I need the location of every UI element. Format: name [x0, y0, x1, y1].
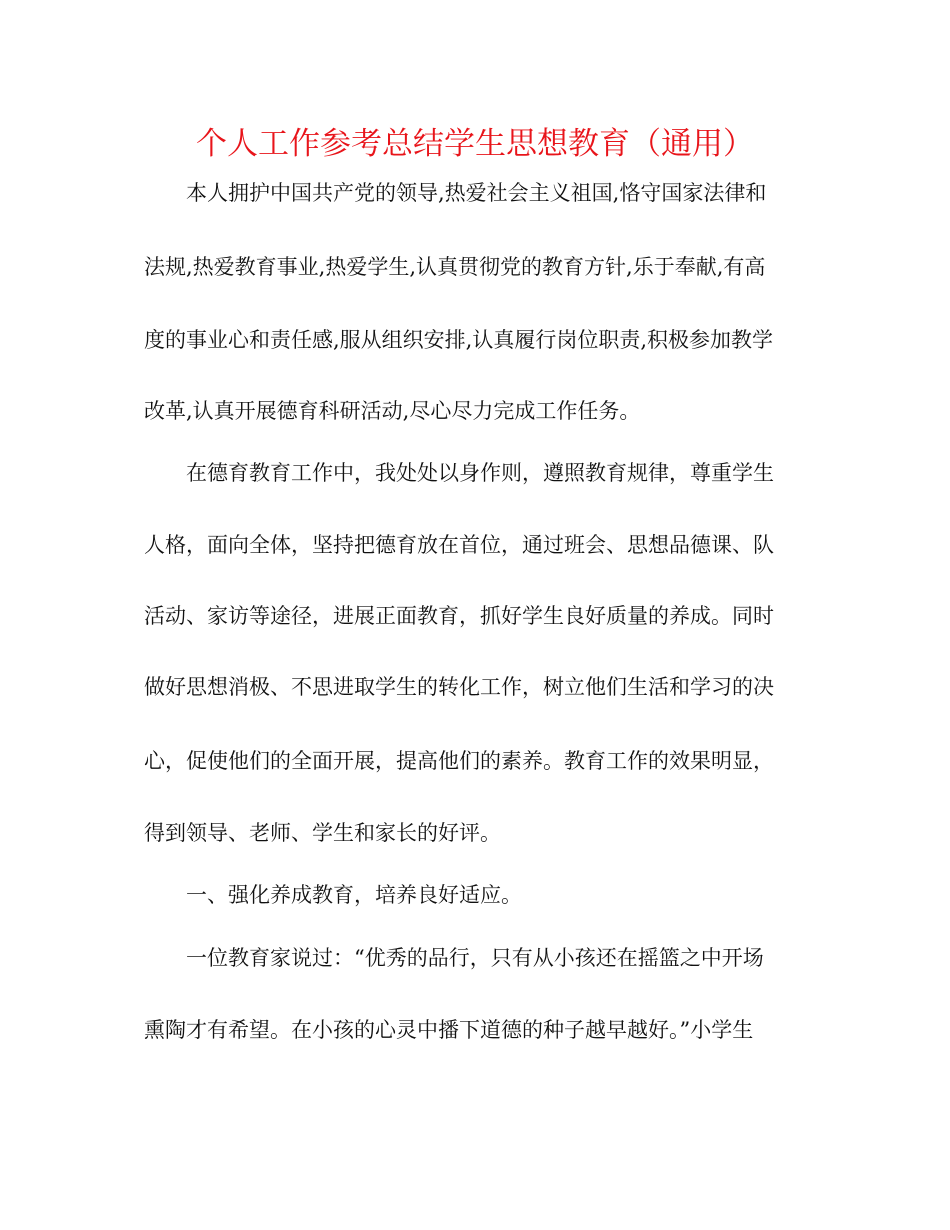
section-heading: 一、强化养成教育，培养良好适应。 — [186, 883, 522, 907]
paragraph-line: 得到领导、老师、学生和家长的好评。 — [144, 821, 501, 845]
paragraph-line: 心，促使他们的全面开展，提高他们的素养。教育工作的效果明显， — [144, 749, 774, 773]
paragraph-line: 一位教育家说过：“优秀的品行，只有从小孩还在摇篮之中开场 — [186, 946, 764, 970]
paragraph-line: 活动、家访等途径，进展正面教育，抓好学生良好质量的养成。同时 — [144, 604, 774, 628]
paragraph-line: 度的事业心和责任感,服从组织安排,认真履行岗位职责,积极参加教学 — [144, 328, 774, 352]
paragraph-line: 在德育教育工作中，我处处以身作则，遵照教育规律，尊重学生 — [186, 461, 774, 485]
paragraph-line: 法规,热爱教育事业,热爱学生,认真贯彻党的教育方针,乐于奉献,有高 — [144, 255, 766, 279]
paragraph-line: 熏陶才有希望。在小孩的心灵中播下道德的种子越早越好。”小学生 — [144, 1018, 754, 1042]
paragraph-line: 做好思想消极、不思进取学生的转化工作，树立他们生活和学习的决 — [144, 675, 774, 699]
paragraph-line: 人格，面向全体，坚持把德育放在首位，通过班会、思想品德课、队 — [144, 533, 774, 557]
document-title: 个人工作参考总结学生思想教育（通用） — [196, 126, 754, 162]
paragraph-line: 改革,认真开展德育科研活动,尽心尽力完成工作任务。 — [144, 399, 641, 423]
paragraph-line: 本人拥护中国共产党的领导,热爱社会主义祖国,恪守国家法律和 — [186, 181, 767, 205]
